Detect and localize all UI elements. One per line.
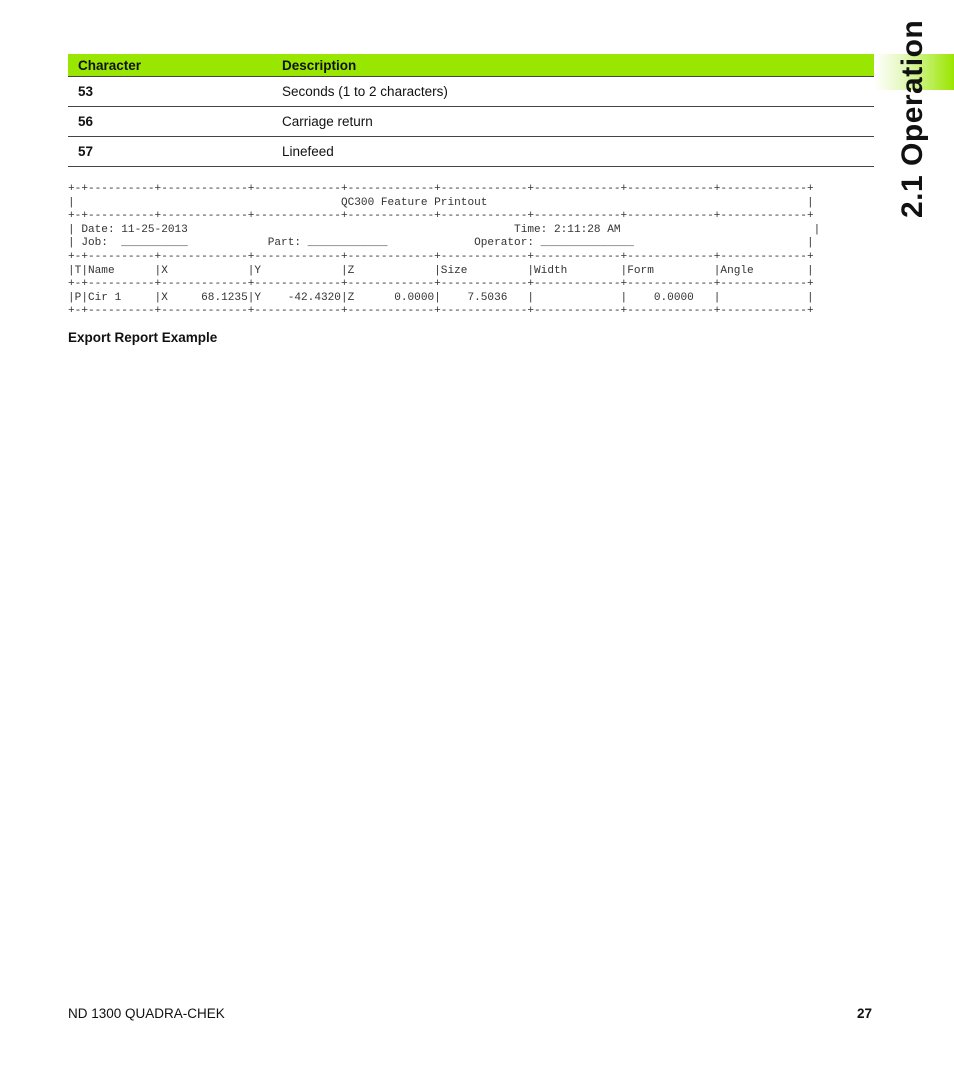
figure-caption: Export Report Example (68, 330, 218, 345)
character-table (68, 54, 874, 167)
printout-line: | Job: __________ Part: ____________ Operator: ______________ | (68, 237, 814, 250)
table-header-row (68, 54, 874, 77)
printout-line: | QC300 Feature Printout | (68, 196, 814, 209)
table-row (68, 107, 874, 137)
printout-line: | Date: 11-25-2013 Time: 2:11:28 AM | (68, 223, 821, 236)
printout-line: +-+----------+-------------+-------------+-------------+-------------+-------------+-------------+-------------+ (68, 183, 814, 195)
character-code: 57 (68, 137, 272, 167)
page-number: 27 (856, 1006, 872, 1021)
footer-manual-name: ND 1300 QUADRA-CHEK (68, 1006, 225, 1021)
character-code: 56 (68, 107, 272, 137)
character-description: Carriage return (272, 107, 874, 137)
table-row (68, 77, 874, 107)
report-printout (68, 183, 820, 319)
printout-line: |P|Cir 1 |X 68.1235|Y -42.4320|Z 0.0000| 7.5036 | | 0.0000 | | (68, 291, 814, 304)
table-row (68, 137, 874, 167)
character-description: Linefeed (272, 137, 874, 167)
character-description: Seconds (1 to 2 characters) (272, 77, 874, 107)
header-description: Description (272, 54, 874, 77)
printout-line: +-+----------+-------------+-------------+-------------+-------------+-------------+-------------+-------------+ (68, 210, 814, 223)
printout-line: +-+----------+-------------+-------------+-------------+-------------+-------------+-------------+-------------+ (68, 278, 814, 291)
header-character: Character (68, 54, 272, 77)
printout-line: +-+----------+-------------+-------------+-------------+-------------+-------------+-------------+-------------+ (68, 305, 814, 318)
character-code: 53 (68, 77, 272, 107)
chapter-title: 2.1 Operation (896, 19, 929, 218)
printout-line: +-+----------+-------------+-------------+-------------+-------------+-------------+-------------+-------------+ (68, 250, 814, 263)
printout-line: |T|Name |X |Y |Z |Size |Width |Form |Angle | (68, 264, 814, 277)
